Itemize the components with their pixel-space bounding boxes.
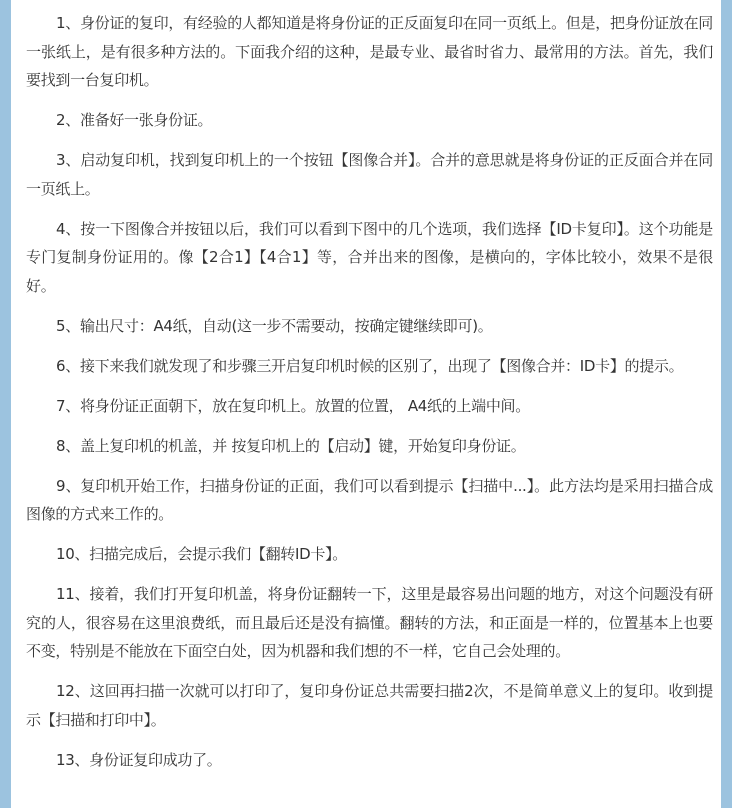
step-paragraph-10: 10、扫描完成后，会提示我们【翻转ID卡】。 bbox=[56, 545, 347, 563]
step-paragraph-13: 13、身份证复印成功了。 bbox=[56, 750, 222, 769]
step-paragraph-11: 11、接着，我们打开复印机盖，将身份证翻转一下，这里是最容易出问题的地方，对这个问题没有研究的人，很容易在这里浪费纸，而且最后还是没有搞懂。翻转的方法，和正面是一样的，位置基本上也要不变，特别是不能放在下面空白处，因为机器和我们想的不一样，它自己会处理的。 bbox=[26, 585, 713, 660]
step-paragraph-12: 12、这回再扫描一次就可以打印了，复印身份证总共需要扫描2次，不是简单意义上的复印。收到提示【扫描和打印中】。 bbox=[26, 682, 713, 729]
step-paragraph-6: 6、接下来我们就发现了和步骤三开启复印机时候的区别了，出现了【图像合并：ID卡】的提示。 bbox=[56, 356, 684, 375]
step-paragraph-5: 5、输出尺寸：A4纸，自动(这一步不需要动，按确定键继续即可)。 bbox=[56, 316, 493, 335]
step-paragraph-3: 3、启动复印机，找到复印机上的一个按钮【图像合并】。合并的意思就是将身份证的正反面合并在同一页纸上。 bbox=[26, 151, 713, 198]
step-paragraph-7: 7、将身份证正面朝下，放在复印机上。放置的位置， A4纸的上端中间。 bbox=[56, 396, 530, 415]
step-paragraph-4: 4、按一下图像合并按钮以后，我们可以看到下图中的几个选项，我们选择【ID卡复印】。这个功能是专门复制身份证用的。像【2合1】【4合1】等，合并出来的图像，是横向的，字体比较小，效果不是很好。 bbox=[26, 219, 713, 295]
step-paragraph-8: 8、盖上复印机的机盖，并 按复印机上的【启动】键，开始复印身份证。 bbox=[56, 436, 526, 455]
step-paragraph-2: 2、准备好一张身份证。 bbox=[56, 111, 213, 129]
article-body bbox=[11, 0, 721, 808]
step-paragraph-9: 9、复印机开始工作，扫描身份证的正面，我们可以看到提示【扫描中...】。此方法均是采用扫描合成图像的方式来工作的。 bbox=[26, 476, 713, 523]
step-paragraph-1: 1、身份证的复印，有经验的人都知道是将身份证的正反面复印在同一页纸上。但是，把身份证放在同一张纸上，是有很多种方法的。下面我介绍的这种，是最专业、最省时省力、最常用的方法。首先，我们要找到一台复印机。 bbox=[26, 14, 713, 89]
